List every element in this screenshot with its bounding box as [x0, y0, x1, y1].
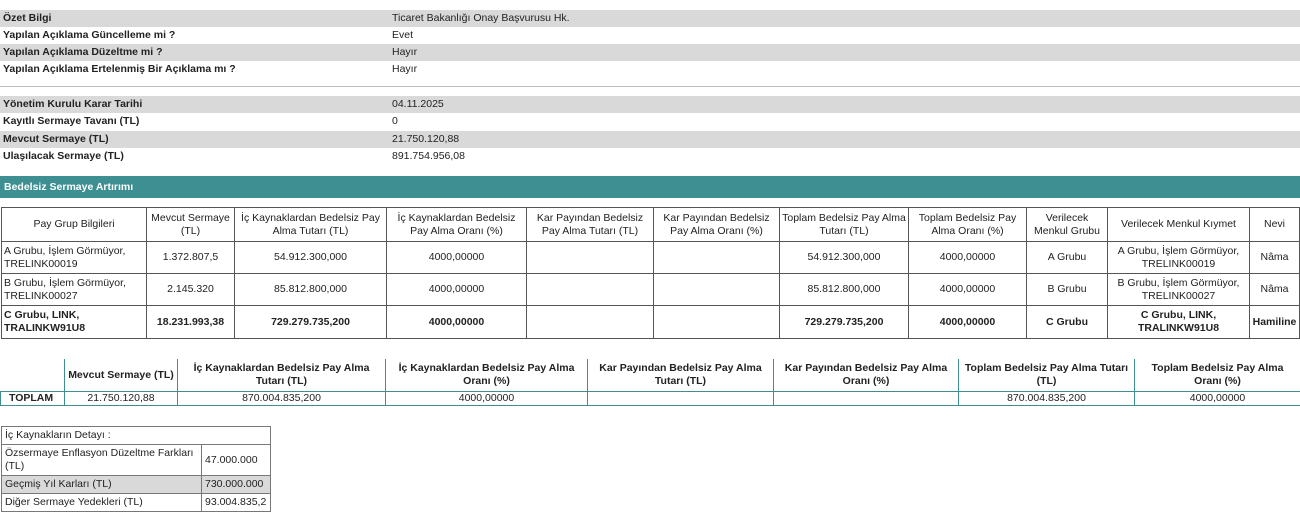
- table-cell: [527, 274, 654, 306]
- detail-title-row: [2, 427, 271, 445]
- detail-title: İç Kaynakların Detayı :: [2, 427, 271, 445]
- info-value: Hayır: [392, 63, 418, 75]
- col-header: Pay Grup Bilgileri: [2, 208, 147, 242]
- capital-value: 04.11.2025: [392, 98, 444, 110]
- info-row-ozet: [0, 10, 1300, 27]
- table-cell: A Grubu, İşlem Görmüyor, TRELINK00019: [1108, 242, 1250, 274]
- table-cell: A Grubu: [1027, 242, 1108, 274]
- detail-value: 47.000.000: [202, 445, 271, 476]
- table-cell: 54.912.300,000: [780, 242, 909, 274]
- totals-table: [0, 359, 1300, 406]
- capital-label: Mevcut Sermaye (TL): [3, 133, 109, 145]
- col-header: Mevcut Sermaye (TL): [147, 208, 235, 242]
- col-header: Toplam Bedelsiz Pay Alma Oranı (%): [1135, 359, 1300, 392]
- table-cell: A Grubu, İşlem Görmüyor, TRELINK00019: [2, 242, 147, 274]
- table-cell: C Grubu: [1027, 306, 1108, 339]
- col-header: Kar Payından Bedelsiz Pay Alma Tutarı (TL): [527, 208, 654, 242]
- internal-sources-detail: [1, 426, 271, 512]
- detail-label: Diğer Sermaye Yedekleri (TL): [2, 494, 202, 512]
- info-row-duzeltme: [0, 44, 1300, 61]
- capital-label: Yönetim Kurulu Karar Tarihi: [3, 98, 143, 110]
- col-header: Toplam Bedelsiz Pay Alma Tutarı (TL): [780, 208, 909, 242]
- table-cell: 870.004.835,200: [178, 392, 386, 406]
- table-cell: 4000,00000: [387, 274, 527, 306]
- totals-header-row: [1, 359, 1300, 392]
- totals-row: [1, 392, 1300, 406]
- table-cell: 2.145.320: [147, 274, 235, 306]
- table-cell: 729.279.735,200: [235, 306, 387, 339]
- table-cell: 4000,00000: [909, 274, 1027, 306]
- table-cell: B Grubu, İşlem Görmüyor, TRELINK00027: [1108, 274, 1250, 306]
- table-cell: B Grubu: [1027, 274, 1108, 306]
- info-label: Yapılan Açıklama Düzeltme mi ?: [3, 46, 163, 58]
- table-cell: C Grubu, LINK, TRALINKW91U8: [1108, 306, 1250, 339]
- table-cell: [654, 242, 780, 274]
- col-header: İç Kaynaklardan Bedelsiz Pay Alma Oranı (%): [387, 208, 527, 242]
- col-header: Verilecek Menkul Kıymet: [1108, 208, 1250, 242]
- table-cell: 4000,00000: [909, 242, 1027, 274]
- table-cell: 21.750.120,88: [65, 392, 178, 406]
- col-header: İç Kaynaklardan Bedelsiz Pay Alma Oranı (%): [386, 359, 588, 392]
- col-header: Toplam Bedelsiz Pay Alma Oranı (%): [909, 208, 1027, 242]
- table-cell: [588, 392, 774, 406]
- capital-value: 891.754.956,08: [392, 150, 465, 162]
- col-header: İç Kaynaklardan Bedelsiz Pay Alma Tutarı (TL): [235, 208, 387, 242]
- table-cell: [527, 242, 654, 274]
- table-cell: 4000,00000: [387, 242, 527, 274]
- capital-value: 21.750.120,88: [392, 133, 460, 145]
- table-row: [2, 306, 1300, 339]
- table-cell: 54.912.300,000: [235, 242, 387, 274]
- col-header: Verilecek Menkul Grubu: [1027, 208, 1108, 242]
- capital-row-tavan: [0, 113, 1300, 130]
- table-cell: 4000,00000: [1135, 392, 1300, 406]
- table-cell: [654, 274, 780, 306]
- table-cell: 729.279.735,200: [780, 306, 909, 339]
- col-header: Toplam Bedelsiz Pay Alma Tutarı (TL): [959, 359, 1135, 392]
- section-title: Bedelsiz Sermaye Artırımı: [4, 181, 134, 193]
- info-value: Evet: [392, 29, 414, 41]
- table-row: [2, 242, 1300, 274]
- table-cell: 4000,00000: [386, 392, 588, 406]
- table-cell: C Grubu, LINK, TRALINKW91U8: [2, 306, 147, 339]
- table-cell: Nâma: [1250, 242, 1300, 274]
- totals-label: TOPLAM: [1, 392, 65, 406]
- info-row-guncelleme: [0, 27, 1300, 44]
- col-header: Kar Payından Bedelsiz Pay Alma Oranı (%): [774, 359, 959, 392]
- capital-value: 0: [392, 115, 398, 127]
- detail-value: 93.004.835,2: [202, 494, 271, 512]
- capital-label: Kayıtlı Sermaye Tavanı (TL): [3, 115, 140, 127]
- table-cell: 85.812.800,000: [235, 274, 387, 306]
- col-header: Kar Payından Bedelsiz Pay Alma Oranı (%): [654, 208, 780, 242]
- table-cell: 85.812.800,000: [780, 274, 909, 306]
- table-cell: Hamiline: [1250, 306, 1300, 339]
- share-group-table: [1, 207, 1300, 339]
- table-cell: [654, 306, 780, 339]
- info-value: Ticaret Bakanlığı Onay Başvurusu Hk.: [392, 12, 570, 24]
- divider: [0, 86, 1300, 87]
- table-cell: 870.004.835,200: [959, 392, 1135, 406]
- table-row: [2, 274, 1300, 306]
- capital-row-karar-tarihi: [0, 96, 1300, 113]
- table-cell: 4000,00000: [909, 306, 1027, 339]
- table-cell: Nâma: [1250, 274, 1300, 306]
- info-row-ertelenmis: [0, 61, 1300, 78]
- col-header: Mevcut Sermaye (TL): [65, 359, 178, 392]
- info-label: Yapılan Açıklama Güncelleme mi ?: [3, 29, 176, 41]
- capital-row-ulasilacak: [0, 148, 1300, 165]
- table-header-row: [2, 208, 1300, 242]
- col-header: İç Kaynaklardan Bedelsiz Pay Alma Tutarı (TL): [178, 359, 386, 392]
- col-header: Nevi: [1250, 208, 1300, 242]
- detail-label: Özsermaye Enflasyon Düzeltme Farkları (TL): [2, 445, 202, 476]
- table-cell: [774, 392, 959, 406]
- table-cell: 4000,00000: [387, 306, 527, 339]
- detail-label: Geçmiş Yıl Karları (TL): [2, 476, 202, 494]
- detail-row: [2, 476, 271, 494]
- table-cell: 1.372.807,5: [147, 242, 235, 274]
- section-header: [0, 176, 1300, 198]
- col-header: [1, 359, 65, 392]
- detail-row: [2, 494, 271, 512]
- table-cell: [527, 306, 654, 339]
- table-cell: B Grubu, İşlem Görmüyor, TRELINK00027: [2, 274, 147, 306]
- detail-value: 730.000.000: [202, 476, 271, 494]
- capital-label: Ulaşılacak Sermaye (TL): [3, 150, 124, 162]
- info-label: Özet Bilgi: [3, 12, 52, 24]
- info-label: Yapılan Açıklama Ertelenmiş Bir Açıklama mı ?: [3, 63, 236, 75]
- info-value: Hayır: [392, 46, 418, 58]
- table-cell: 18.231.993,38: [147, 306, 235, 339]
- detail-row: [2, 445, 271, 476]
- capital-row-mevcut: [0, 131, 1300, 148]
- col-header: Kar Payından Bedelsiz Pay Alma Tutarı (TL): [588, 359, 774, 392]
